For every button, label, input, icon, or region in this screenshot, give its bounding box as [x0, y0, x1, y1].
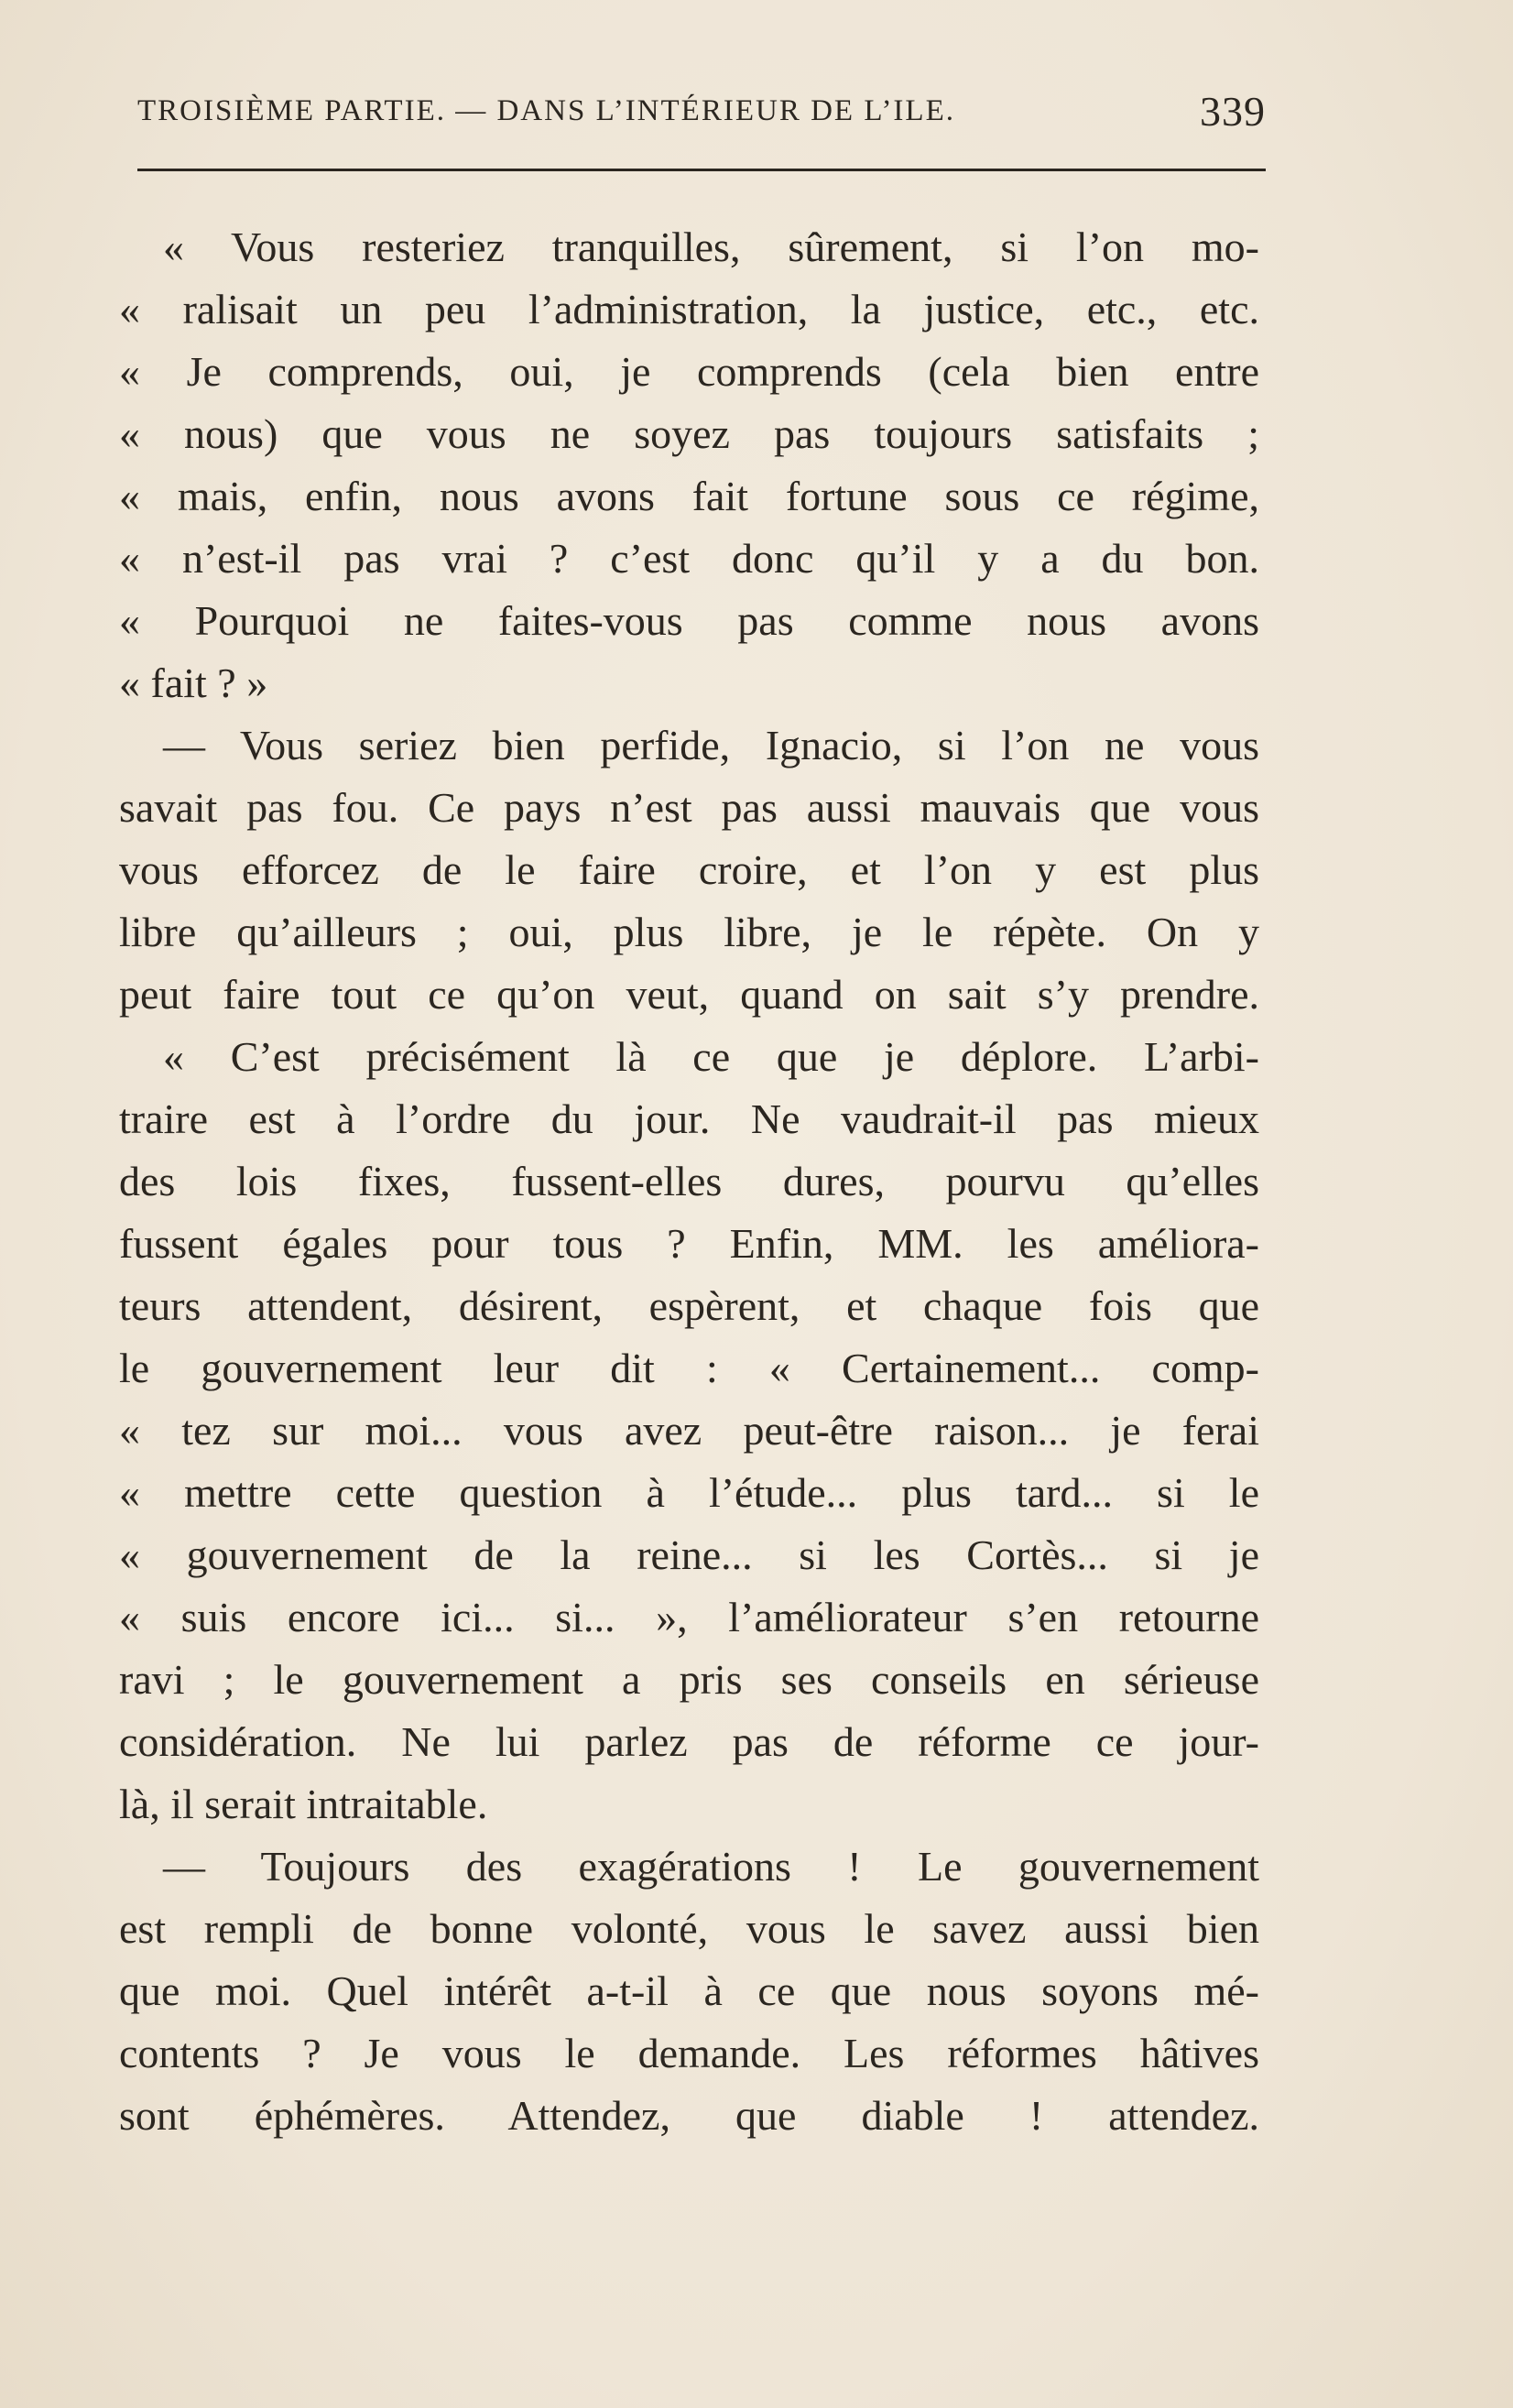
text-line: vous efforcez de le faire croire, et l’on y est plus	[119, 846, 1259, 893]
text-line: le gouvernement leur dit : « Certainement... comp-	[119, 1345, 1259, 1391]
text-line: « ralisait un peu l’administration, la justice, etc., etc.	[119, 286, 1259, 332]
text-line: « tez sur moi... vous avez peut-être raison... je ferai	[119, 1407, 1259, 1454]
header-rule	[137, 169, 1266, 171]
text-line: des lois fixes, fussent-elles dures, pourvu qu’elles	[119, 1158, 1259, 1204]
text-line: savait pas fou. Ce pays n’est pas aussi mauvais que vous	[119, 784, 1259, 831]
text-line: sont éphémères. Attendez, que diable ! attendez.	[119, 2092, 1259, 2139]
text-line: « C’est précisément là ce que je déplore. L’arbi-	[163, 1033, 1259, 1080]
text-line: « gouvernement de la reine... si les Cortès... si je	[119, 1531, 1259, 1578]
text-line: traire est à l’ordre du jour. Ne vaudrait-il pas mieux	[119, 1095, 1259, 1142]
text-line: ravi ; le gouvernement a pris ses conseils en sérieuse	[119, 1656, 1259, 1703]
text-line: « suis encore ici... si... », l’améliorateur s’en retourne	[119, 1594, 1259, 1640]
text-line: contents ? Je vous le demande. Les réformes hâtives	[119, 2030, 1259, 2076]
text-line: « mais, enfin, nous avons fait fortune sous ce régime,	[119, 473, 1259, 519]
text-line: — Vous seriez bien perfide, Ignacio, si l’on ne vous	[163, 722, 1259, 768]
text-line: « Pourquoi ne faites-vous pas comme nous avons	[119, 597, 1259, 644]
text-line: « mettre cette question à l’étude... plus tard... si le	[119, 1469, 1259, 1516]
text-line: « n’est-il pas vrai ? c’est donc qu’il y a du bon.	[119, 535, 1259, 582]
text-line: que moi. Quel intérêt a-t-il à ce que nous soyons mé-	[119, 1967, 1259, 2014]
text-line: « Vous resteriez tranquilles, sûrement, si l’on mo-	[163, 223, 1259, 270]
running-head: TROISIÈME PARTIE. — DANS L’INTÉRIEUR DE L’ILE.	[137, 94, 955, 127]
page-number: 339	[1200, 88, 1266, 135]
text-line: « Je comprends, oui, je comprends (cela bien entre	[119, 348, 1259, 395]
text-line: fussent égales pour tous ? Enfin, MM. les améliora-	[119, 1220, 1259, 1267]
text-line: « fait ? »	[119, 659, 268, 706]
text-line: considération. Ne lui parlez pas de réforme ce jour-	[119, 1718, 1259, 1765]
body-text	[119, 216, 1259, 2147]
page-header	[137, 87, 1266, 142]
text-line: teurs attendent, désirent, espèrent, et chaque fois que	[119, 1282, 1259, 1329]
text-line: peut faire tout ce qu’on veut, quand on sait s’y prendre.	[119, 971, 1259, 1018]
text-line: libre qu’ailleurs ; oui, plus libre, je le répète. On y	[119, 909, 1259, 955]
text-line: « nous) que vous ne soyez pas toujours satisfaits ;	[119, 410, 1259, 457]
text-line: — Toujours des exagérations ! Le gouvernement	[163, 1843, 1259, 1890]
text-line: là, il serait intraitable.	[119, 1781, 488, 1827]
text-line: est rempli de bonne volonté, vous le savez aussi bien	[119, 1905, 1259, 1952]
